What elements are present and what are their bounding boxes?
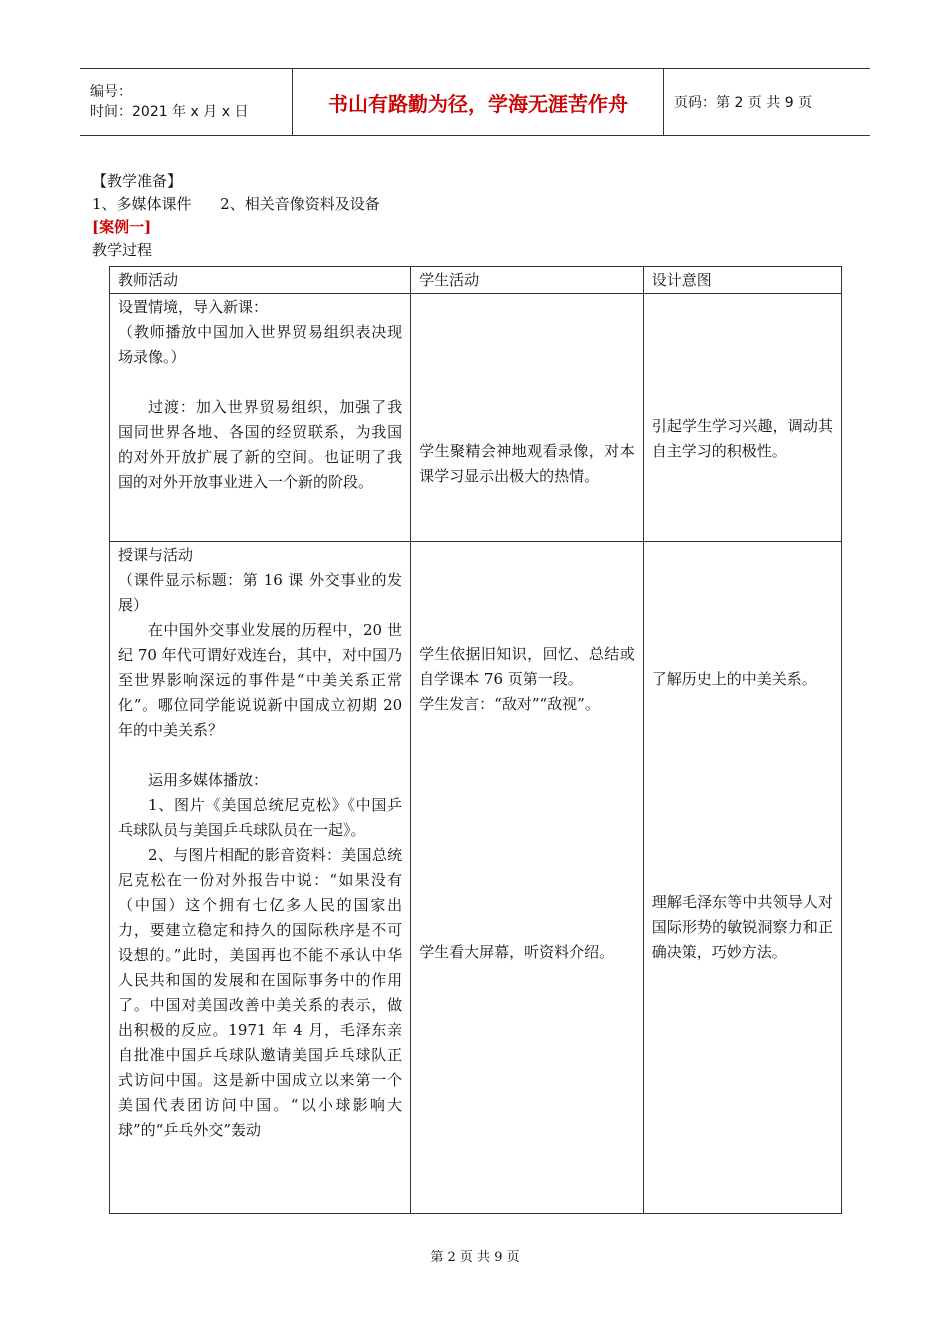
student-activity-cell: [411, 542, 644, 1214]
header-design-intent: 设计意图: [643, 267, 841, 294]
header-student-activity: 学生活动: [411, 267, 644, 294]
teacher-text: 1、图片《美国总统尼克松》《中国乒乓球队员与美国乒乓球队员在一起》。: [118, 796, 403, 839]
teacher-text: （教师播放中国加入世界贸易组织表决现场录像。）: [118, 323, 403, 366]
teacher-text: 过渡：加入世界贸易组织，加强了我国同世界各地、各国的经贸联系，为我国的对外开放扩展了新的空间。也证明了我国的对外开放事业进入一个新的阶段。: [118, 398, 403, 491]
student-text: 学生聚精会神地观看录像，对本课学习显示出极大的热情。: [419, 442, 635, 485]
student-activity-cell: [411, 294, 644, 542]
header-teacher-activity: 教师活动: [110, 267, 411, 294]
prep-heading: 【教学准备】: [92, 172, 183, 190]
table-header-row: [110, 267, 842, 294]
page-header: [80, 68, 870, 136]
table-row: [110, 542, 842, 1214]
teacher-text: 在中国外交事业发展的历程中，20 世纪 70 年代可谓好戏连台，其中，对中国乃至世界影响深远的事件是“中美关系正常化”。哪位同学能说说新中国成立初期 20 年的中美关系？: [118, 621, 403, 739]
intent-text: 引起学生学习兴趣，调动其自主学习的积极性。: [651, 417, 833, 460]
number-label: 编号：: [90, 84, 132, 100]
intent-text: 理解毛泽东等中共领导人对国际形势的敏锐洞察力和正确决策，巧妙方法。: [651, 893, 833, 961]
teacher-text: 2、与图片相配的影音资料：美国总统尼克松在一份对外报告中说：“如果没有（中国）这个拥有七亿多人民的国家出力，要建立稳定和持久的国际秩序是不可设想的。”此时，美国再也不能不承认中华人民共和国的发展和在国际事务中的作用了。中国对美国改善中美关系的表示，做出积极的反应。1971 年 4 月，毛泽东亲自批准中国乒乓球队邀请美国乒乓球队正式访问中国。这是新中国成立以来第一个美国代表团访问中国。“以小球影响大球”的“乒乓外交”轰动: [118, 846, 403, 1139]
teacher-text: （课件显示标题：第 16 课 外交事业的发展）: [118, 571, 403, 614]
teacher-activity-cell: [110, 542, 411, 1214]
header-page-label: 页码：第 2 页 共 9 页: [664, 69, 871, 136]
student-text: 学生依据旧知识，回忆、总结或自学课本 76 页第一段。: [419, 645, 635, 688]
time-label: 时间：2021 年 x 月 x 日: [90, 104, 249, 120]
process-label: 教学过程: [92, 241, 153, 259]
teacher-text: 运用多媒体播放：: [148, 771, 269, 789]
lesson-table: [109, 266, 842, 1214]
prep-items: 1、多媒体课件 2、相关音像资料及设备: [92, 195, 380, 213]
header-meta: [80, 69, 293, 136]
student-text: 学生发言：“敌对”“敌视”。: [419, 695, 600, 713]
header-motto: 书山有路勤为径，学海无涯苦作舟: [293, 69, 664, 136]
design-intent-cell: [643, 294, 841, 542]
teacher-activity-cell: [110, 294, 411, 542]
page-footer: 第 2 页 共 9 页: [430, 1250, 520, 1265]
table-row: [110, 294, 842, 542]
teaching-prep: [92, 170, 380, 262]
teacher-text: 授课与活动: [118, 546, 194, 564]
design-intent-cell: [643, 542, 841, 1214]
teacher-text: 设置情境，导入新课：: [118, 298, 269, 316]
student-text: 学生看大屏幕，听资料介绍。: [419, 943, 615, 961]
case-label: [案例一]: [92, 218, 152, 236]
intent-text: 了解历史上的中美关系。: [651, 670, 817, 688]
